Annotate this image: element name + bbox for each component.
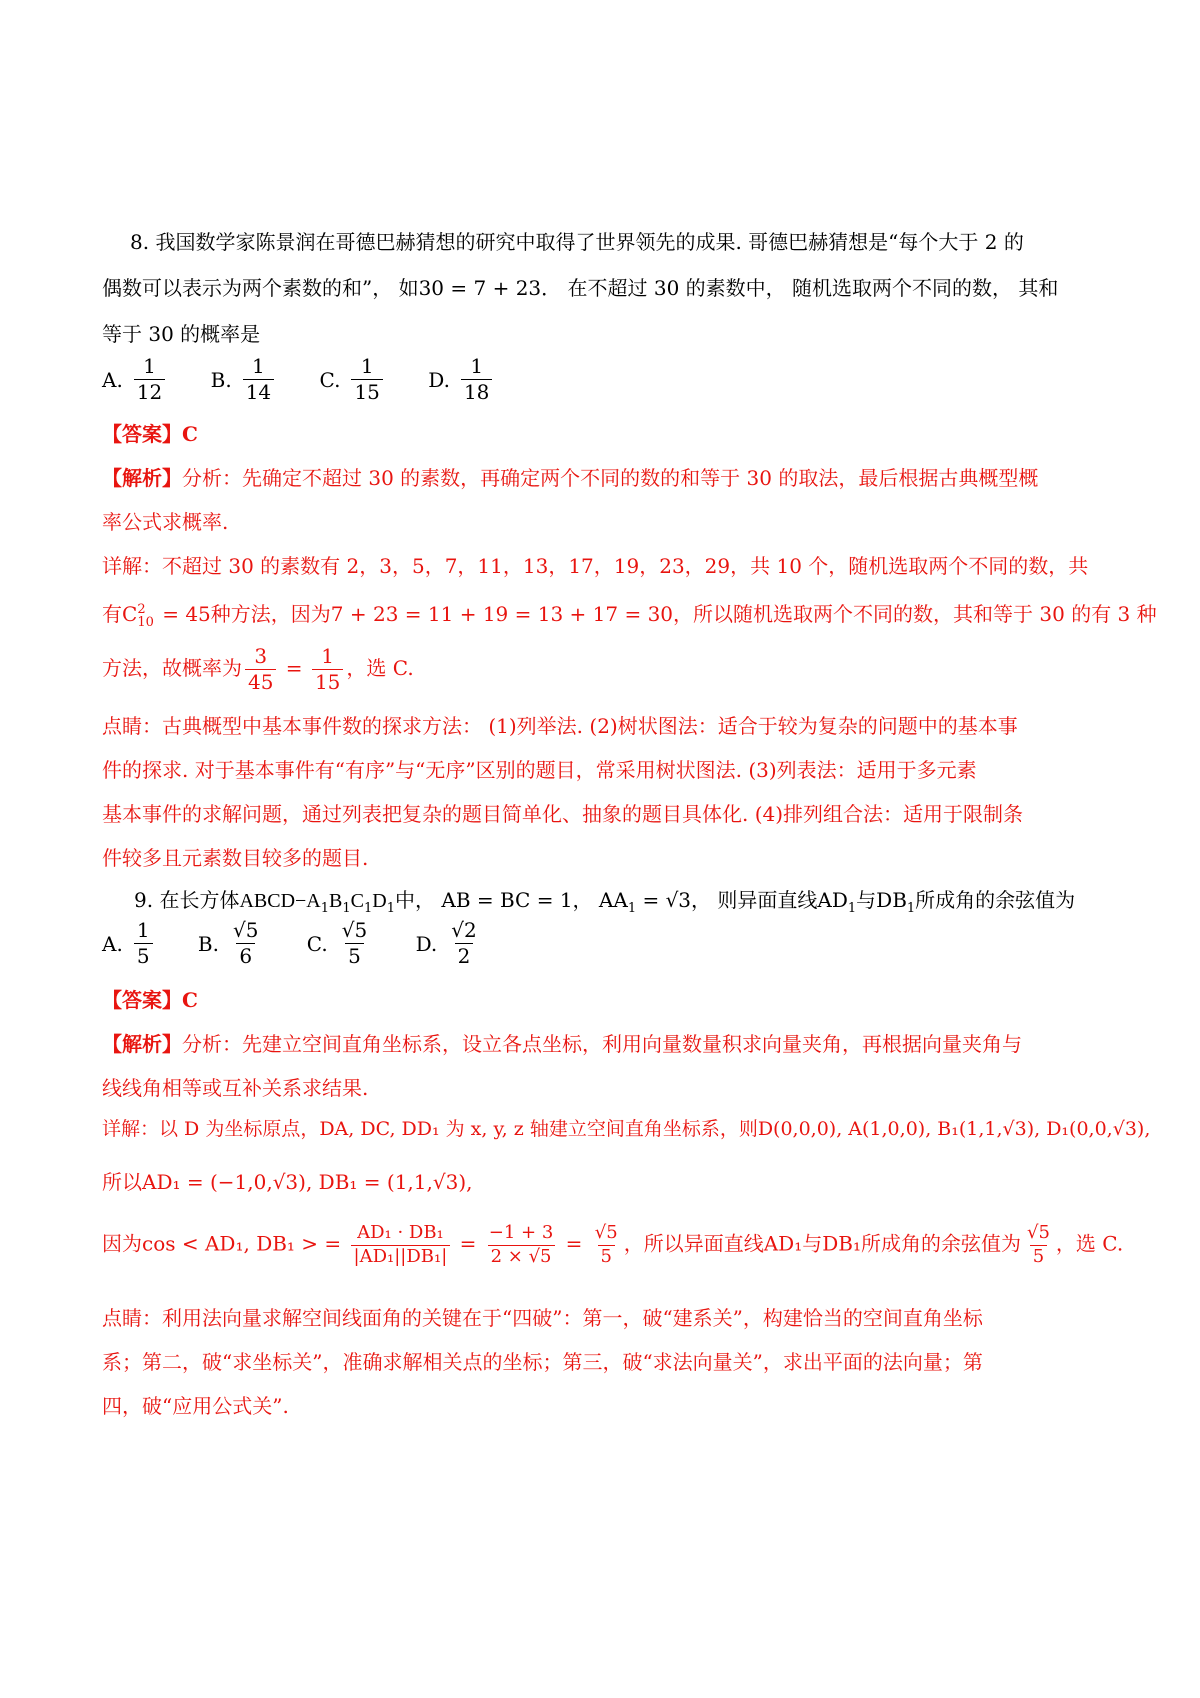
- q9-detail-line1: 详解：以 D 为坐标原点，DA, DC, DD₁ 为 x, y, z 轴建立空间直角坐标系，则D(0,0,0), A(1,0,0), B₁(1,1,√3), D₁(0,0,√3),: [102, 1118, 1151, 1140]
- q8-stem-line3: 等于 30 的概率是: [102, 322, 261, 346]
- q8-detail-line1: 详解：不超过 30 的素数有 2，3，5，7，11，13，17，19，23，29，共 10 个，随机选取两个不同的数，共: [102, 554, 1089, 578]
- q8-stem-line2: 偶数可以表示为两个素数的和”， 如30 = 7 + 23． 在不超过 30 的素数中， 随机选取两个不同的数， 其和: [102, 276, 1059, 300]
- q9-option-d: D. $\frac{√2}{2}$: [415, 918, 477, 968]
- q9-tip-line2: 系；第二，破“求坐标关”，准确求解相关点的坐标；第三，破“求法向量关”，求出平面的法向量；第: [102, 1350, 983, 1374]
- q8-options: [102, 354, 531, 405]
- q9-analysis-line2: 线线角相等或互补关系求结果.: [102, 1076, 369, 1100]
- q8-option-a: A. $\frac{1}{12}$: [102, 354, 168, 405]
- q8-option-d: D. $\frac{1}{18}$: [428, 354, 495, 405]
- q9-option-c: C. $\frac{√5}{5}$: [306, 918, 368, 968]
- q8-stem-line1: 8. 我国数学家陈景润在哥德巴赫猜想的研究中取得了世界领先的成果. 哥德巴赫猜想是“每个大于 2 的: [130, 230, 1024, 254]
- q8-option-b: B. $\frac{1}{14}$: [211, 354, 278, 405]
- q8-detail-line3: 方法，故概率为 $\frac{3}{45}$ = $\frac{1}{15}$ ，选 C.: [102, 644, 414, 694]
- q8-tip-line1: 点睛：古典概型中基本事件数的探求方法： (1)列举法. (2)树状图法：适合于较为复杂的问题中的基本事: [102, 714, 1018, 738]
- q8-answer: 【答案】C: [102, 422, 198, 446]
- q9-option-a: A. $\frac{1}{5}$: [102, 918, 156, 969]
- q8-tip-line3: 基本事件的求解问题，通过列表把复杂的题目简单化、抽象的题目具体化. (4)排列组合法：适用于限制条: [102, 802, 1024, 826]
- q9-options: [102, 918, 519, 969]
- q9-stem: 9. 在长方体$ABCD-A_1B_1C_1D_1$中， AB = BC = 1， $AA_1 = √3$， 则异面直线$AD_1$与$DB_1$所成角的余弦值为: [134, 888, 1076, 916]
- q8-tip-line4: 件较多且元素数目较多的题目.: [102, 846, 369, 870]
- q8-tip-line2: 件的探求. 对于基本事件有“有序”与“无序”区别的题目，常采用树状图法. (3)列表法：适用于多元素: [102, 758, 977, 782]
- q8-detail-line2: 有C 2 10 = 45种方法，因为7 + 23 = 11 + 19 = 13 + 17 = 30，所以随机选取两个不同的数，其和等于 30 的有 3 种: [102, 601, 1157, 630]
- q9-analysis-line1: 【解析】分析：先建立空间直角坐标系，设立各点坐标，利用向量数量积求向量夹角，再根据向量夹角与: [102, 1032, 1022, 1056]
- q9-detail-line3: 因为cos < AD₁, DB₁ > = $\frac{\text{AD₁ · DB₁}}{\text{|AD₁||DB₁|}}$ = $\frac{-1 + 3}{2 \times √5}$ = $\frac{√5}{5}$ ，所以异面直线AD₁与DB₁所成角的余弦值为 $\frac{√5}{5}$ ，选 C.: [102, 1222, 1124, 1267]
- q9-answer: 【答案】C: [102, 988, 198, 1012]
- q8-analysis-line1: 【解析】分析：先确定不超过 30 的素数，再确定两个不同的数的和等于 30 的取法，最后根据古典概型概: [102, 466, 1039, 490]
- q9-tip-line1: 点睛：利用法向量求解空间线面角的关键在于“四破”：第一，破“建系关”，构建恰当的空间直角坐标: [102, 1306, 983, 1330]
- q8-option-c: C. $\frac{1}{15}$: [320, 354, 386, 405]
- q8-analysis-line2: 率公式求概率.: [102, 510, 229, 534]
- q9-tip-line3: 四，破“应用公式关”.: [102, 1394, 289, 1418]
- q9-detail-line2: 所以AD₁ = (−1,0,√3), DB₁ = (1,1,√3),: [102, 1170, 473, 1194]
- q9-option-b: B. $\frac{√5}{6}$: [197, 918, 259, 968]
